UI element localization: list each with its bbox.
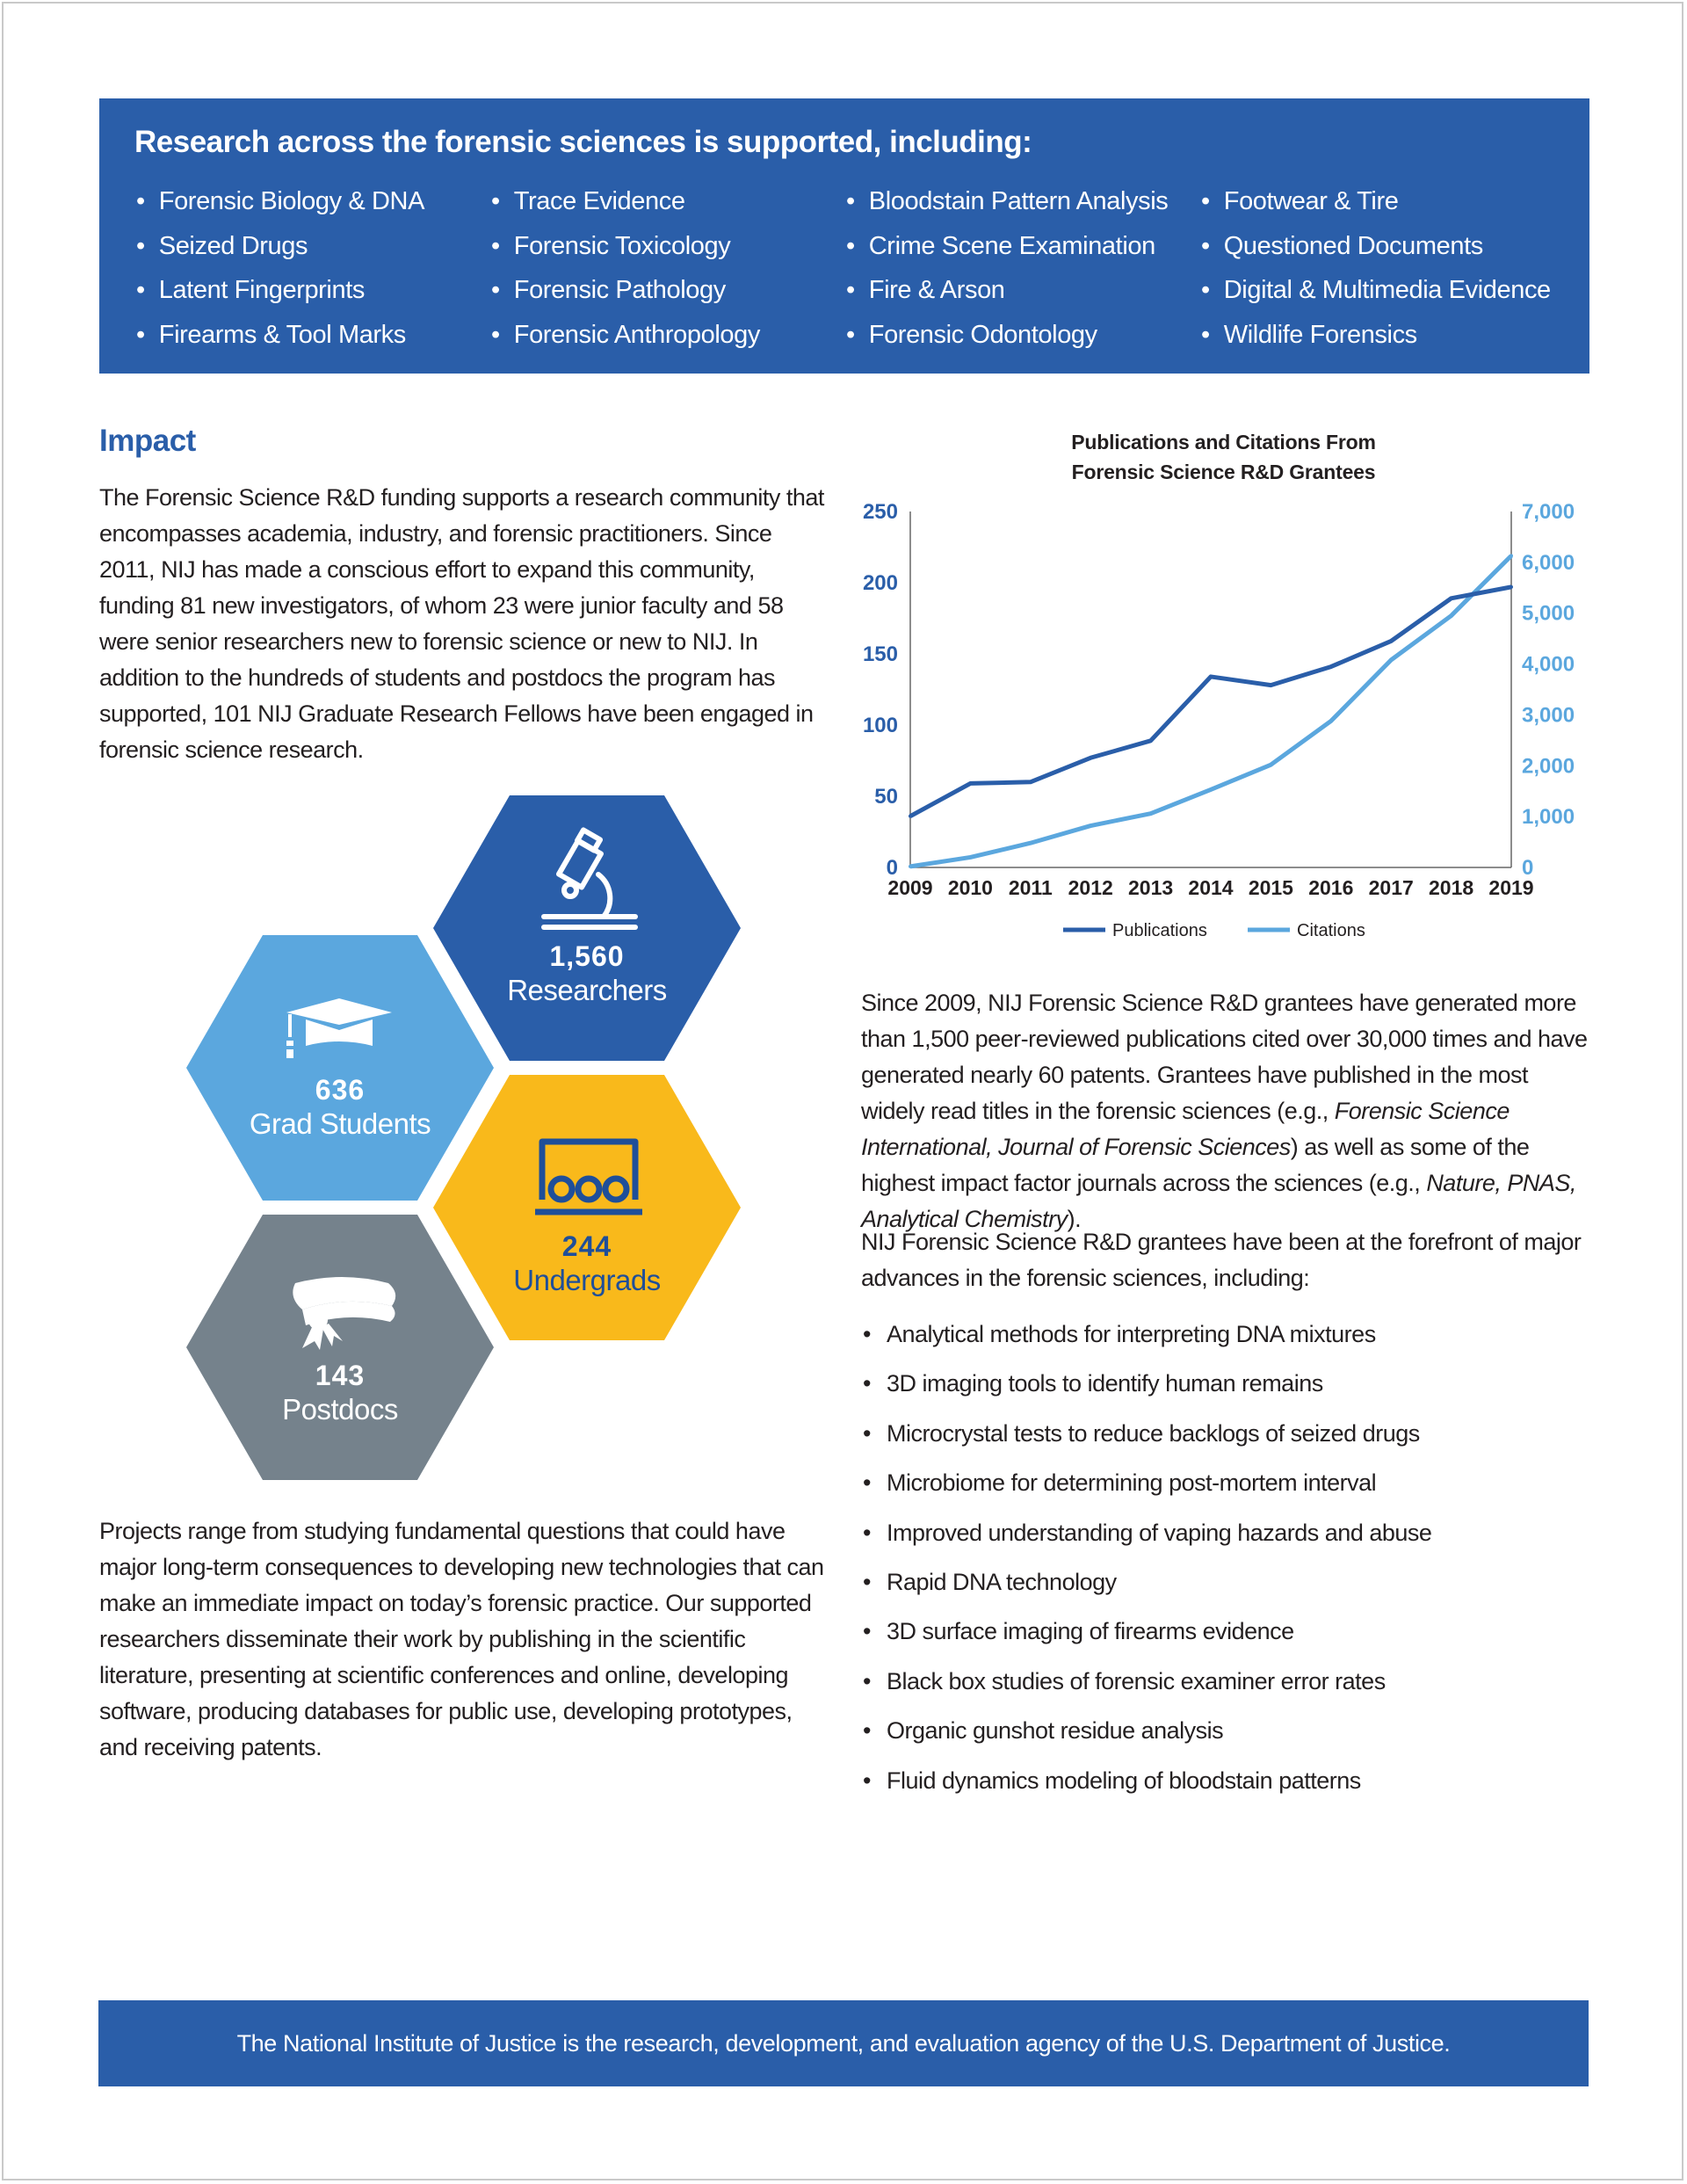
- x-tick-label: 2012: [1068, 876, 1113, 899]
- left-y-tick-label: 50: [874, 785, 898, 809]
- research-areas-column: [489, 179, 844, 357]
- undergrads-label: Undergrads: [513, 1264, 661, 1296]
- research-area-item: • Crime Scene Examination: [844, 224, 1199, 269]
- high-impact-journals-text: Nature, PNAS, Analytical Chemistry: [861, 1170, 1576, 1232]
- research-area-item: • Forensic Biology & DNA: [134, 179, 489, 224]
- citations-point: [1389, 658, 1393, 662]
- researchers-label: Researchers: [507, 974, 667, 1006]
- x-tick-label: 2014: [1188, 876, 1234, 899]
- research-areas-banner: [99, 98, 1589, 374]
- advance-item: • Organic gunshot residue analysis: [861, 1706, 1592, 1755]
- publications-text: Since 2009, NIJ Forensic Science R&D grantees have generated more than 1,500 peer-reviewed publications cited over 30,000 times and have generated nearly 60 patents. Grantees have published in the most widely read titles in the forensic sciences (e.g.,: [861, 990, 1588, 1124]
- microscope-icon: [537, 829, 642, 934]
- x-tick-label: 2010: [947, 876, 993, 899]
- publications-paragraph: [861, 985, 1592, 1237]
- research-area-item: • Questioned Documents: [1199, 224, 1554, 269]
- grad-students-count: 636: [315, 1074, 366, 1106]
- publications-point: [968, 781, 972, 785]
- legend-publications-label: Publications: [1112, 921, 1207, 940]
- advance-item: • Black box studies of forensic examiner error rates: [861, 1657, 1592, 1706]
- legend-citations-label: Citations: [1297, 921, 1365, 940]
- postdocs-count: 143: [315, 1360, 366, 1391]
- research-area-item: • Seized Drugs: [134, 224, 489, 269]
- research-area-item: • Forensic Pathology: [489, 268, 844, 313]
- advance-item: • 3D imaging tools to identify human remains: [861, 1359, 1592, 1408]
- publications-point: [1209, 675, 1213, 678]
- x-tick-label: 2019: [1488, 876, 1534, 899]
- citations-point: [1029, 841, 1032, 845]
- research-area-item: • Footwear & Tire: [1199, 179, 1554, 224]
- community-hexagons: [186, 795, 749, 1481]
- advances-list: [861, 1310, 1592, 1805]
- publications-point: [1149, 739, 1153, 743]
- chart-title-line: Publications and Citations From: [1071, 431, 1376, 453]
- publications-line: [910, 587, 1511, 816]
- right-y-tick-label: 7,000: [1522, 500, 1575, 524]
- citations-point: [1329, 719, 1333, 722]
- chart-title: [967, 427, 1481, 487]
- x-tick-label: 2011: [1008, 876, 1053, 899]
- citations-point: [1149, 812, 1153, 816]
- footer-banner: [98, 2000, 1589, 2086]
- publications-point: [909, 815, 912, 818]
- publications-point: [1089, 756, 1092, 759]
- right-y-tick-label: 1,000: [1522, 805, 1575, 830]
- chart-title-line: Forensic Science R&D Grantees: [1071, 461, 1376, 483]
- researchers-count: 1,560: [549, 940, 625, 972]
- research-area-item: • Wildlife Forensics: [1199, 313, 1554, 358]
- publications-point: [1329, 665, 1333, 669]
- x-tick-label: 2009: [887, 876, 933, 899]
- publications-point: [1029, 780, 1032, 784]
- graduation-cap-icon: [278, 995, 401, 1065]
- research-area-item: • Firearms & Tool Marks: [134, 313, 489, 358]
- citations-line: [910, 555, 1511, 867]
- grad-students-label: Grad Students: [249, 1107, 431, 1140]
- citations-point: [1510, 554, 1513, 557]
- research-area-item: • Forensic Anthropology: [489, 313, 844, 358]
- research-area-item: • Latent Fingerprints: [134, 268, 489, 313]
- right-y-tick-label: 2,000: [1522, 754, 1575, 779]
- publications-text: ) as well as some of the highest impact factor journals across the sciences (e.g.,: [861, 1134, 1530, 1196]
- research-areas-column: [1199, 179, 1554, 357]
- advances-intro-paragraph: NIJ Forensic Science R&D grantees have been at the forefront of major advances in the forensic sciences, including:: [861, 1229, 1582, 1291]
- footer-text: The National Institute of Justice is the research, development, and evaluation agency of the U.S. Department of Justice.: [236, 2029, 1451, 2057]
- undergrads-count: 244: [561, 1230, 612, 1262]
- x-tick-label: 2015: [1248, 876, 1293, 899]
- citations-point: [968, 855, 972, 859]
- publications-citations-chart: [844, 492, 1575, 949]
- citations-point: [909, 865, 912, 868]
- citations-point: [1089, 824, 1092, 828]
- postdocs-hexagon: [186, 1215, 494, 1480]
- impact-paragraph: The Forensic Science R&D funding supports a research community that encompasses academia, industry, and forensic practitioners. Since 2011, NIJ has made a conscious effort to expand this community, funding 81 new investigators, of whom 23 were junior faculty and 58 were senior researchers new to forensic science or new to NIJ. In addition to the hundreds of students and postdocs the program has supported, 101 NIJ Graduate Research Fellows have been engaged in forensic science research.: [99, 484, 824, 763]
- publications-point: [1510, 585, 1513, 589]
- research-area-item: • Fire & Arson: [844, 268, 1199, 313]
- left-y-tick-label: 100: [862, 714, 898, 737]
- research-areas-column: [134, 179, 489, 357]
- citations-point: [1209, 787, 1213, 791]
- postdocs-label: Postdocs: [282, 1393, 398, 1426]
- banner-title: Research across the forensic sciences is supported, including:: [134, 125, 1032, 159]
- diploma-icon: [276, 1267, 408, 1352]
- research-areas-column: [844, 179, 1199, 357]
- advance-item: • Microbiome for determining post-mortem interval: [861, 1458, 1592, 1507]
- right-y-tick-label: 5,000: [1522, 601, 1575, 626]
- right-y-tick-label: 3,000: [1522, 703, 1575, 728]
- projects-paragraph: Projects range from studying fundamental questions that could have major long-term consequences to developing new technologies that can make an immediate impact on today’s forensic practice. Our supported researchers disseminate their work by publishing in the scientific literature, presenting at scientific conferences and online, developing software, producing databases for public use, developing prototypes, and receiving patents.: [99, 1518, 824, 1760]
- citations-point: [1269, 763, 1272, 766]
- research-area-item: • Forensic Odontology: [844, 313, 1199, 358]
- x-tick-label: 2013: [1128, 876, 1174, 899]
- research-area-item: • Forensic Toxicology: [489, 224, 844, 269]
- advance-item: • Analytical methods for interpreting DNA mixtures: [861, 1310, 1592, 1359]
- advance-item: • Improved understanding of vaping hazards and abuse: [861, 1508, 1592, 1557]
- forensic-journals-text: Forensic Science International, Journal of Forensic Sciences: [861, 1098, 1510, 1160]
- advance-item: • 3D surface imaging of firearms evidence: [861, 1607, 1592, 1656]
- research-area-item: • Trace Evidence: [489, 179, 844, 224]
- x-tick-label: 2018: [1429, 876, 1474, 899]
- publications-point: [1389, 639, 1393, 642]
- advance-item: • Microcrystal tests to reduce backlogs of seized drugs: [861, 1409, 1592, 1458]
- research-area-item: • Bloodstain Pattern Analysis: [844, 179, 1199, 224]
- research-area-item: • Digital & Multimedia Evidence: [1199, 268, 1554, 313]
- advance-item: • Rapid DNA technology: [861, 1557, 1592, 1607]
- right-y-tick-label: 0: [1522, 856, 1534, 880]
- publications-point: [1450, 597, 1453, 600]
- left-y-tick-label: 250: [862, 500, 898, 524]
- right-y-tick-label: 6,000: [1522, 550, 1575, 575]
- left-y-tick-label: 0: [886, 856, 898, 880]
- publications-point: [1269, 684, 1272, 687]
- classroom-icon: [532, 1135, 646, 1223]
- left-y-tick-label: 150: [862, 642, 898, 666]
- left-y-tick-label: 200: [862, 571, 898, 595]
- advance-item: • Fluid dynamics modeling of bloodstain patterns: [861, 1756, 1592, 1805]
- right-y-tick-label: 4,000: [1522, 652, 1575, 677]
- x-tick-label: 2017: [1368, 876, 1414, 899]
- publications-text: ).: [1067, 1206, 1082, 1232]
- citations-point: [1450, 614, 1453, 618]
- impact-heading: Impact: [99, 424, 196, 458]
- x-tick-label: 2016: [1308, 876, 1354, 899]
- research-areas-grid: [134, 179, 1554, 357]
